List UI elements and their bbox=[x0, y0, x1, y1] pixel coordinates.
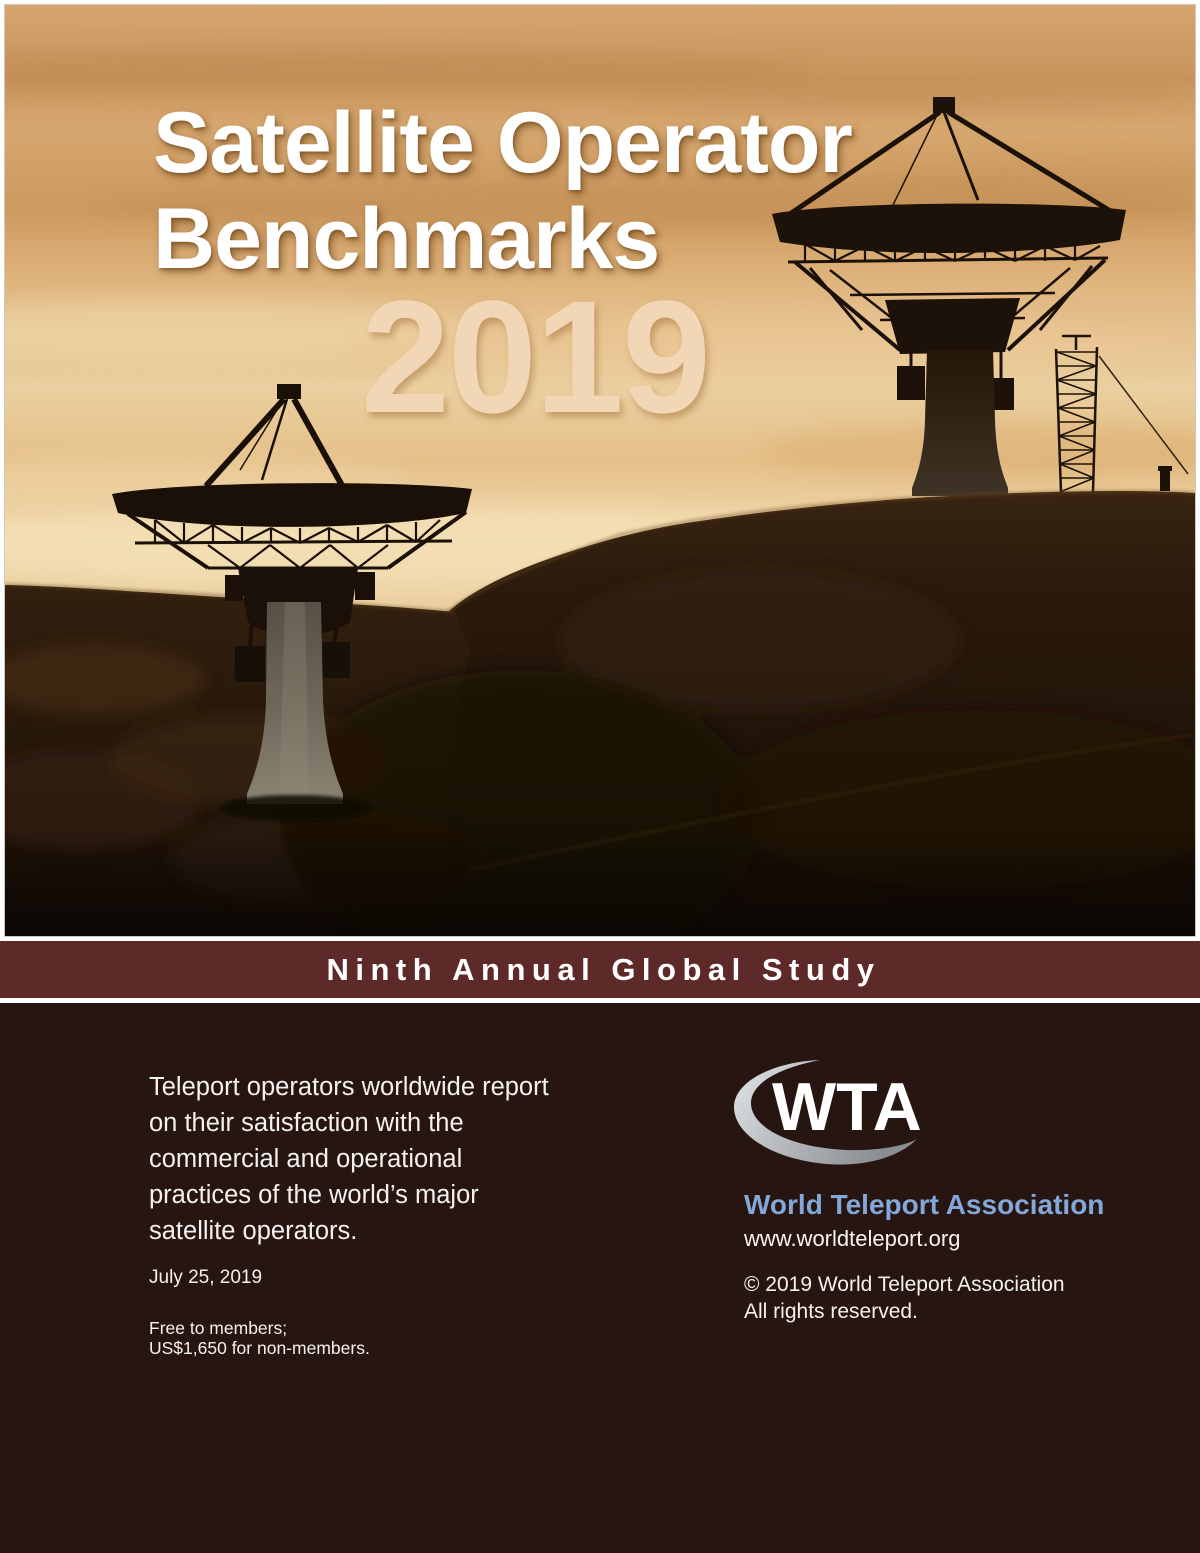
hilltop-post-cap bbox=[1158, 466, 1172, 471]
report-description-line: satellite operators. bbox=[149, 1217, 358, 1245]
report-description-line: commercial and operational bbox=[149, 1145, 463, 1173]
report-description-line: on their satisfaction with the bbox=[149, 1109, 464, 1137]
report-description-line: practices of the world’s major bbox=[149, 1181, 479, 1209]
foreground-shadow bbox=[5, 830, 1195, 936]
banner-text: Ninth Annual Global Study bbox=[326, 951, 881, 987]
copyright-line: © 2019 World Teleport Association bbox=[744, 1273, 1065, 1296]
publication-date: July 25, 2019 bbox=[149, 1267, 263, 1288]
cover-title bbox=[153, 95, 852, 288]
cover-title-line1: Satellite Operator bbox=[153, 95, 852, 191]
hilltop-post bbox=[1160, 469, 1170, 491]
pricing-line: Free to members; bbox=[149, 1318, 288, 1338]
pricing-info bbox=[149, 1318, 370, 1358]
publisher-name: World Teleport Association bbox=[744, 1189, 1105, 1220]
copyright-line: All rights reserved. bbox=[744, 1299, 918, 1323]
report-description-line: Teleport operators worldwide report bbox=[149, 1073, 549, 1101]
cover-title-line2: Benchmarks bbox=[153, 191, 660, 288]
copyright-notice bbox=[744, 1272, 1065, 1325]
report-description bbox=[149, 1069, 549, 1249]
cover-photo bbox=[5, 5, 1195, 936]
publisher-website: www.worldteleport.org bbox=[744, 1226, 961, 1251]
wta-logo-text: WTA bbox=[772, 1069, 922, 1145]
banner-strip bbox=[0, 941, 1200, 998]
pricing-line: US$1,650 for non-members. bbox=[149, 1338, 370, 1358]
cover-year: 2019 bbox=[361, 267, 709, 446]
footer-section bbox=[0, 1003, 1200, 1553]
